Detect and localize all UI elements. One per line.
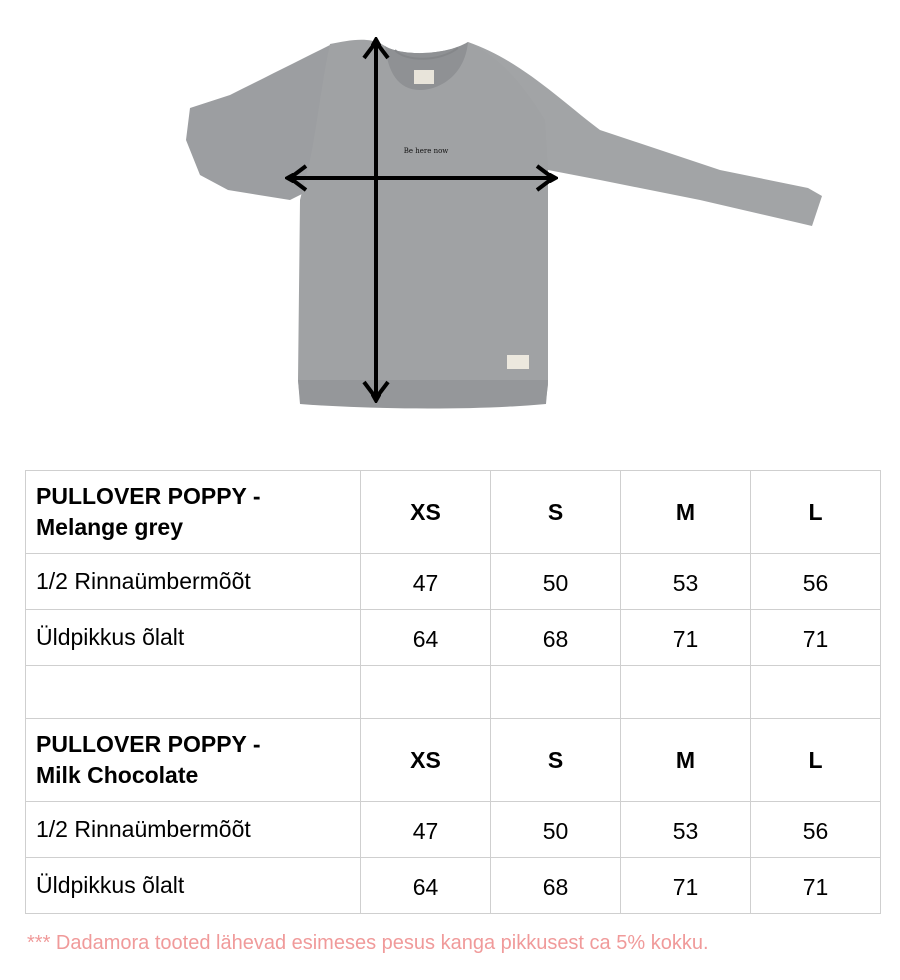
table-header-row (26, 471, 881, 554)
table-cell: 68 (491, 610, 621, 666)
table-cell: 68 (491, 858, 621, 914)
row-label: Üldpikkus õlalt (26, 858, 361, 914)
table-cell: 56 (751, 554, 881, 610)
size-header-m: M (621, 471, 751, 554)
product-name-line1: PULLOVER POPPY - (36, 731, 261, 757)
table-row (26, 554, 881, 610)
product-name-line1: PULLOVER POPPY - (36, 483, 261, 509)
shrinkage-footnote: *** Dadamora tooted lähevad esimeses pesus kanga pikkusest ca 5% kokku. (27, 932, 709, 954)
table-row (26, 802, 881, 858)
table-cell: 50 (491, 802, 621, 858)
size-header-xs: XS (361, 471, 491, 554)
size-header-l: L (751, 471, 881, 554)
table-cell: 50 (491, 554, 621, 610)
garment-body (298, 40, 548, 405)
empty-cell (361, 666, 491, 719)
product-name-line2: Milk Chocolate (36, 762, 199, 788)
hem-band (298, 380, 548, 409)
table-cell: 71 (751, 610, 881, 666)
table-cell: 64 (361, 858, 491, 914)
table-cell: 71 (751, 858, 881, 914)
table-cell: 53 (621, 802, 751, 858)
neck-label (414, 70, 434, 84)
empty-cell (621, 666, 751, 719)
product-name-line2: Melange grey (36, 514, 183, 540)
table-cell: 53 (621, 554, 751, 610)
size-header-xs: XS (361, 719, 491, 802)
table-cell: 71 (621, 858, 751, 914)
product-title (26, 719, 361, 802)
table-header-row (26, 719, 881, 802)
hem-label (507, 355, 529, 369)
table-row (26, 610, 881, 666)
table-row (26, 858, 881, 914)
row-label: 1/2 Rinnaümbermõõt (26, 554, 361, 610)
table-cell: 56 (751, 802, 881, 858)
empty-cell (491, 666, 621, 719)
table-cell: 71 (621, 610, 751, 666)
row-label: 1/2 Rinnaümbermõõt (26, 802, 361, 858)
sweatshirt-illustration (0, 0, 900, 440)
size-header-l: L (751, 719, 881, 802)
row-label: Üldpikkus õlalt (26, 610, 361, 666)
sweatshirt-image (186, 40, 822, 409)
size-chart-table (25, 470, 881, 914)
spacer-row (26, 666, 881, 719)
empty-cell (751, 666, 881, 719)
table-cell: 47 (361, 554, 491, 610)
chest-print: Be here now (403, 147, 449, 155)
table-cell: 47 (361, 802, 491, 858)
table-cell: 64 (361, 610, 491, 666)
empty-cell (26, 666, 361, 719)
size-header-s: S (491, 471, 621, 554)
size-header-s: S (491, 719, 621, 802)
size-header-m: M (621, 719, 751, 802)
product-title (26, 471, 361, 554)
